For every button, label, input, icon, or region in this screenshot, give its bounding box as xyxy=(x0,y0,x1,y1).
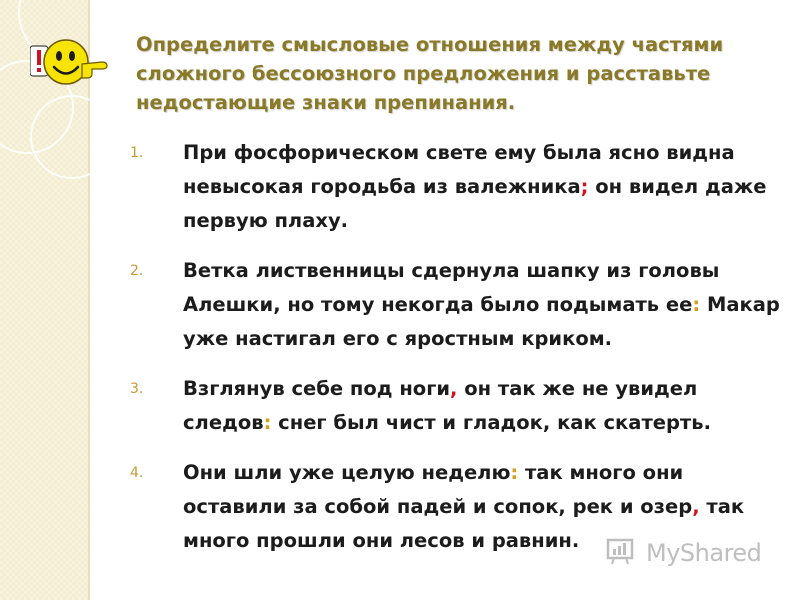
item-number: 2. xyxy=(130,263,144,279)
decorative-circle xyxy=(30,95,114,179)
item-number: 3. xyxy=(130,381,144,397)
list-item xyxy=(130,372,780,440)
list-item xyxy=(130,254,780,356)
sentence-list xyxy=(130,136,780,574)
item-number: 1. xyxy=(130,145,144,161)
sentence-text: так много прошли они лесов и равнин. xyxy=(183,495,745,552)
watermark-text: MyShared xyxy=(646,539,762,567)
punctuation-mark: , xyxy=(450,377,458,400)
sentence-text: он видел даже первую плаху. xyxy=(183,175,767,232)
item-number: 4. xyxy=(130,465,144,481)
punctuation-mark: : xyxy=(510,461,519,484)
sentence-text: так много они оставили за собой падей и сопок, рек и озер xyxy=(183,461,693,518)
smiley-pointing-icon xyxy=(30,32,108,98)
punctuation-mark: : xyxy=(692,293,701,316)
sentence-text: Взглянув себе под ноги xyxy=(183,377,451,400)
watermark xyxy=(606,535,766,571)
punctuation-mark: , xyxy=(692,495,700,518)
myshared-logo-icon xyxy=(606,536,640,570)
punctuation-mark: ; xyxy=(580,175,589,198)
punctuation-mark: : xyxy=(263,411,272,434)
sentence-text: снег был чист и гладок, как скатерть. xyxy=(271,411,711,434)
list-item xyxy=(130,136,780,238)
sentence-text: При фосфорическом свете ему была ясно видна невысокая городьба из валежника xyxy=(183,141,735,198)
page-title: Определите смысловые отношения между частями сложного бессоюзного предложения и расставьте недостающие знаки препинания. xyxy=(136,33,724,114)
sentence-text: Макар уже настигал его с яростным криком. xyxy=(183,293,780,350)
sentence-text: Ветка лиственницы сдернула шапку из головы Алешки, но тому некогда было подымать ее xyxy=(183,259,720,316)
sentence-text: Они шли уже целую неделю xyxy=(183,461,511,484)
sentence-text: он так же не увидел следов xyxy=(183,377,698,434)
